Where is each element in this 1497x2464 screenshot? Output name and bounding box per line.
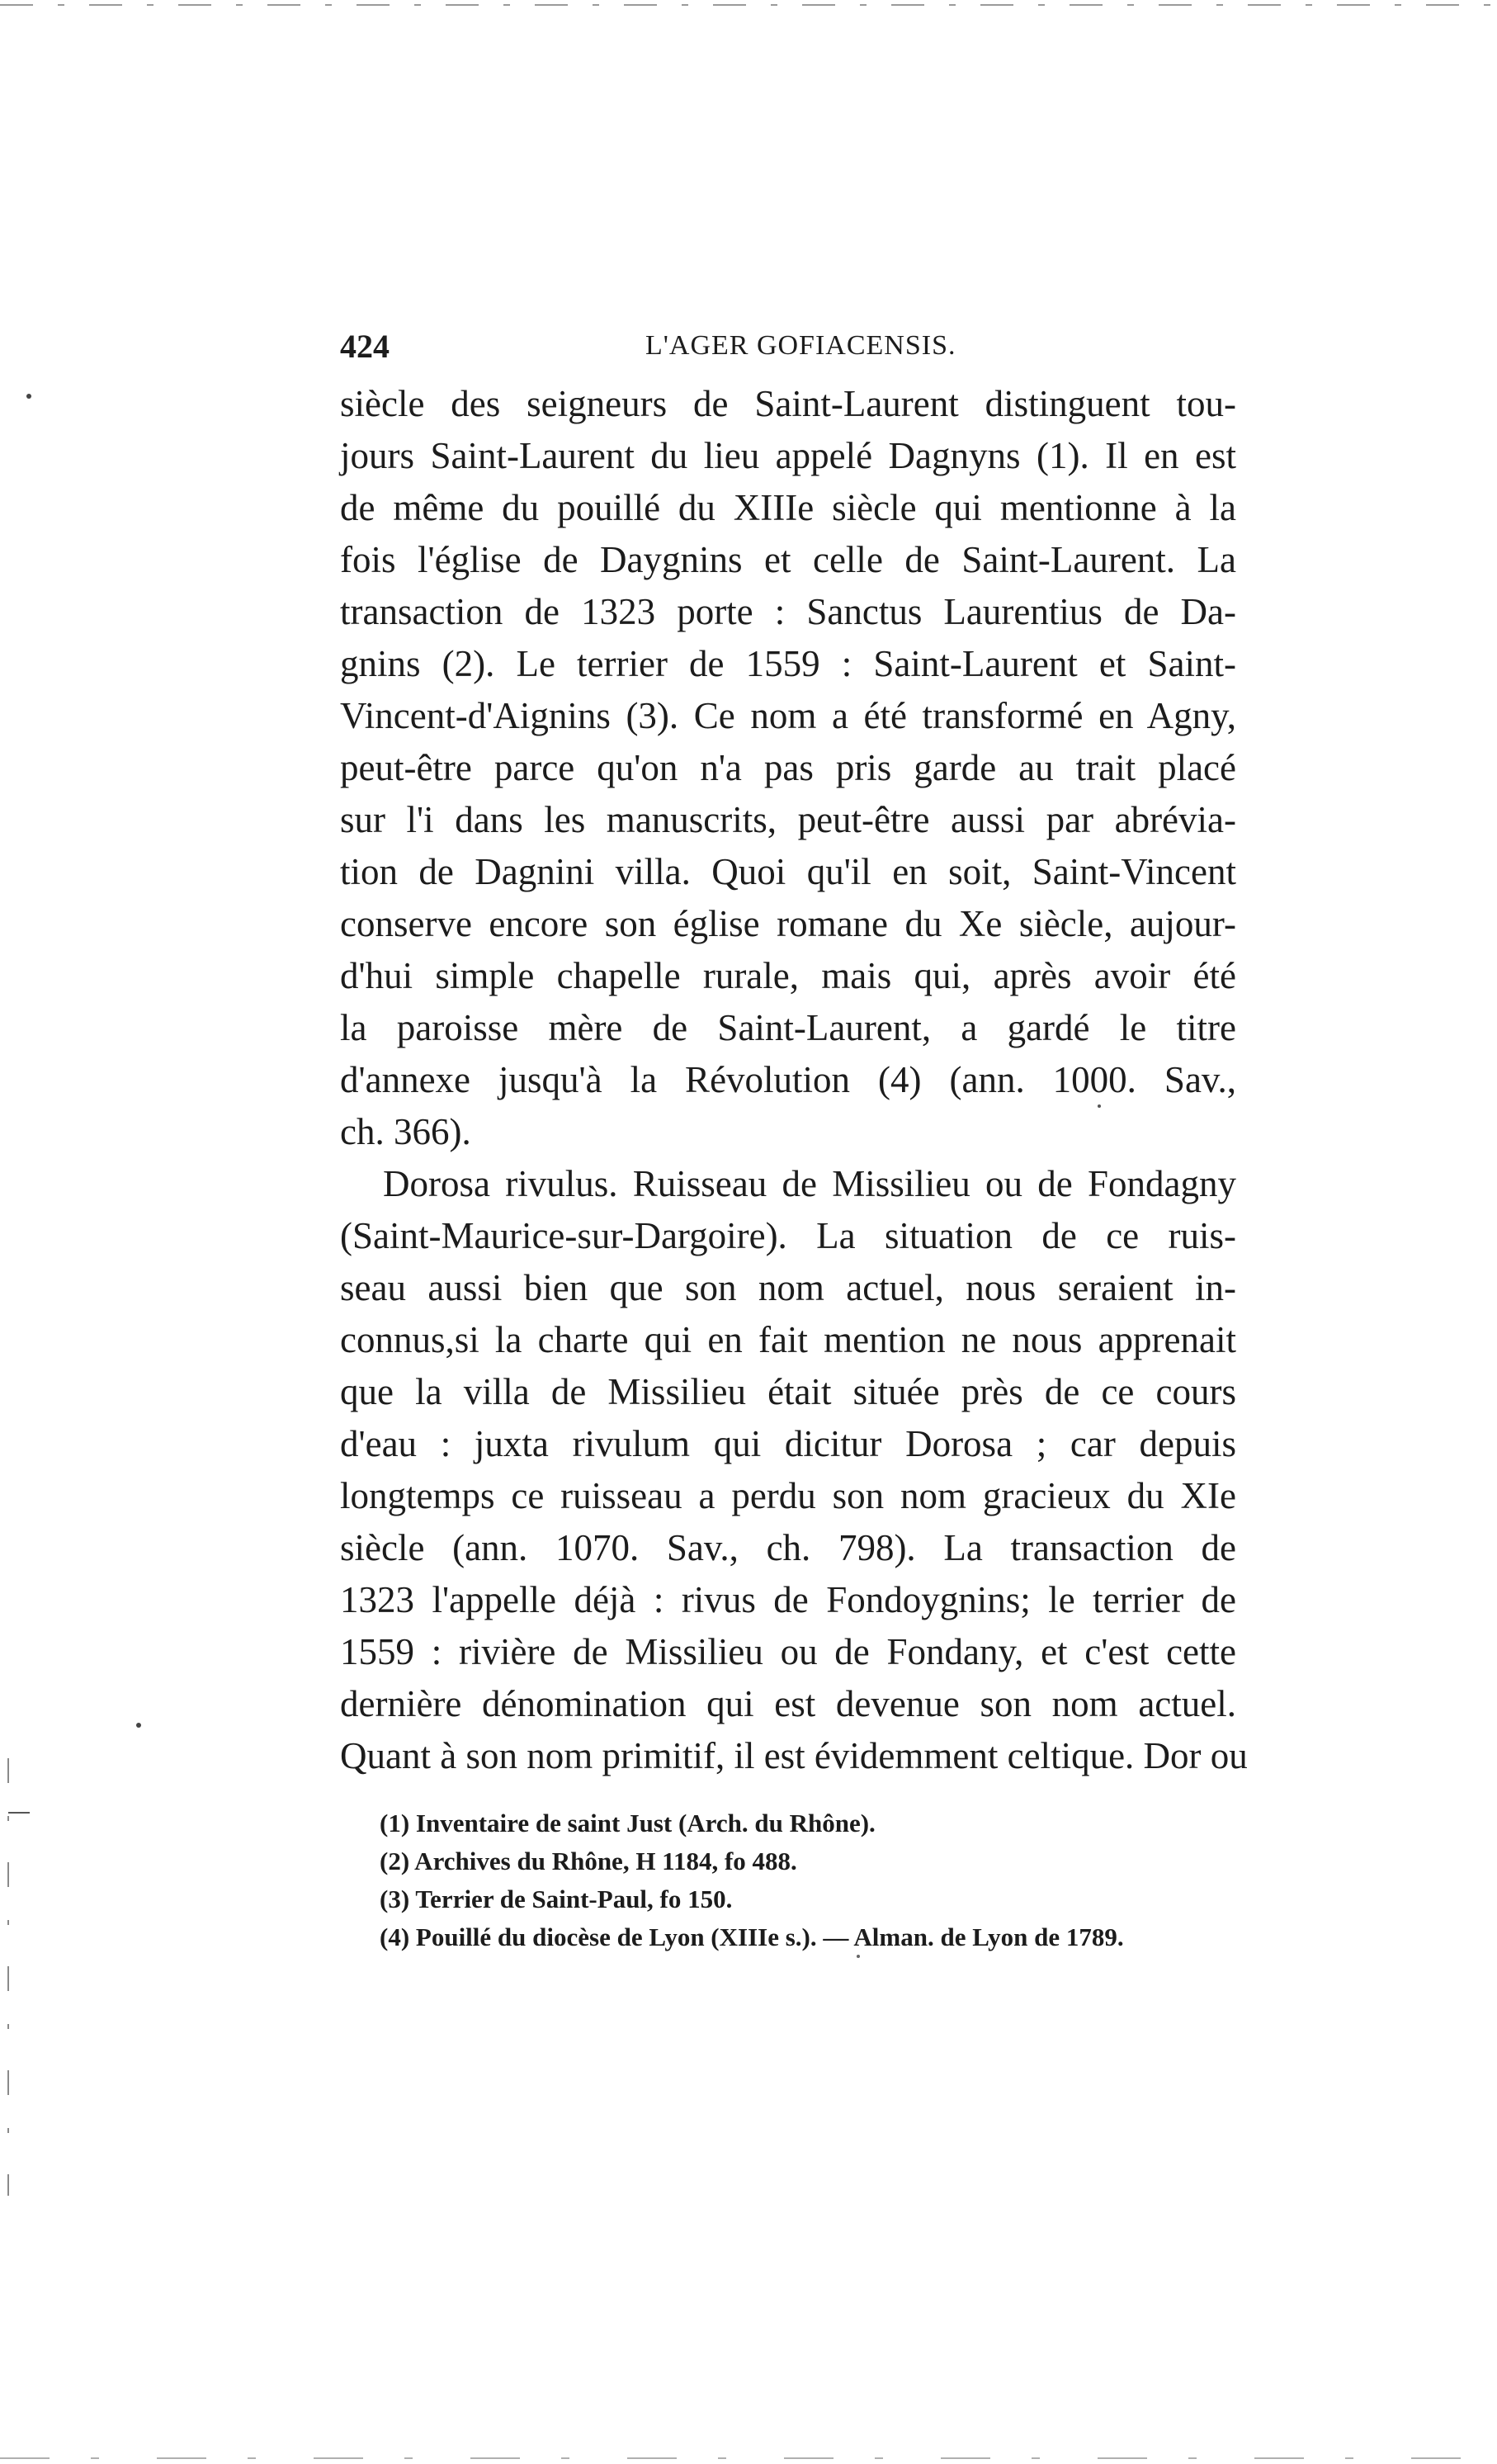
text-line: connus,si la charte qui en fait mention ne nous apprenait [340,1319,1236,1360]
text-line: fois l'église de Daygnins et celle de Saint-Laurent. La [340,539,1236,580]
text-line: longtemps ce ruisseau a perdu son nom gracieux du XIe [340,1475,1236,1516]
text-line: sur l'i dans les manuscrits, peut-être aussi par abrévia- [340,799,1236,840]
text-line: Dorosa rivulus. Ruisseau de Missilieu ou de Fondagny [383,1163,1236,1204]
text-line: ch. 366). [340,1111,471,1152]
text-line: 1559 : rivière de Missilieu ou de Fondany, et c'est cette [340,1631,1236,1672]
page-header [340,327,1236,368]
text-line: gnins (2). Le terrier de 1559 : Saint-Laurent et Saint- [340,643,1236,684]
text-line: (Saint-Maurice-sur-Dargoire). La situation de ce ruis- [340,1215,1236,1256]
text-line: seau aussi bien que son nom actuel, nous seraient in- [340,1267,1236,1308]
footnotes [380,1804,1246,1956]
scan-speck [136,1723,141,1728]
text-line: transaction de 1323 porte : Sanctus Laurentius de Da- [340,591,1236,632]
text-line: jours Saint-Laurent du lieu appelé Dagnyns (1). Il en est [340,435,1236,476]
body-text [340,378,1248,1782]
running-title: L'AGER GOFIACENSIS. [645,330,956,361]
text-line: que la villa de Missilieu était située près de ce cours [340,1371,1236,1412]
footnote: (3) Terrier de Saint-Paul, fo 150. [380,1885,733,1913]
text-line: Vincent-d'Aignins (3). Ce nom a été transformé en Agny, [340,695,1236,736]
text-line: d'hui simple chapelle rurale, mais qui, après avoir été [340,955,1236,996]
text-line: dernière dénomination qui est devenue son nom actuel. [340,1683,1236,1724]
text-line: d'annexe jusqu'à la Révolution (4) (ann. 1000. Sav., [340,1059,1236,1100]
text-line: siècle des seigneurs de Saint-Laurent distinguent tou- [340,383,1236,424]
text-line: peut-être parce qu'on n'a pas pris garde au trait placé [340,747,1236,788]
text-line: siècle (ann. 1070. Sav., ch. 798). La transaction de [340,1527,1236,1568]
footnote: (4) Pouillé du diocèse de Lyon (XIIIe s.). — Alman. de Lyon de 1789. [380,1922,1124,1951]
text-line: conserve encore son église romane du Xe siècle, aujour- [340,903,1236,944]
page-number: 424 [340,328,390,365]
footnote: (1) Inventaire de saint Just (Arch. du Rhône). [380,1809,876,1837]
text-line: Quant à son nom primitif, il est évidemment celtique. Dor ou [340,1735,1248,1776]
footnote: (2) Archives du Rhône, H 1184, fo 488. [380,1847,797,1875]
scan-speck [26,394,31,399]
text-line: de même du pouillé du XIIIe siècle qui mentionne à la [340,487,1236,528]
text-line: 1323 l'appelle déjà : rivus de Fondoygnins; le terrier de [340,1579,1236,1620]
text-line: la paroisse mère de Saint-Laurent, a gardé le titre [340,1007,1236,1048]
text-line: d'eau : juxta rivulum qui dicitur Dorosa ; car depuis [340,1423,1236,1464]
text-line: tion de Dagnini villa. Quoi qu'il en soit, Saint-Vincent [340,851,1236,892]
